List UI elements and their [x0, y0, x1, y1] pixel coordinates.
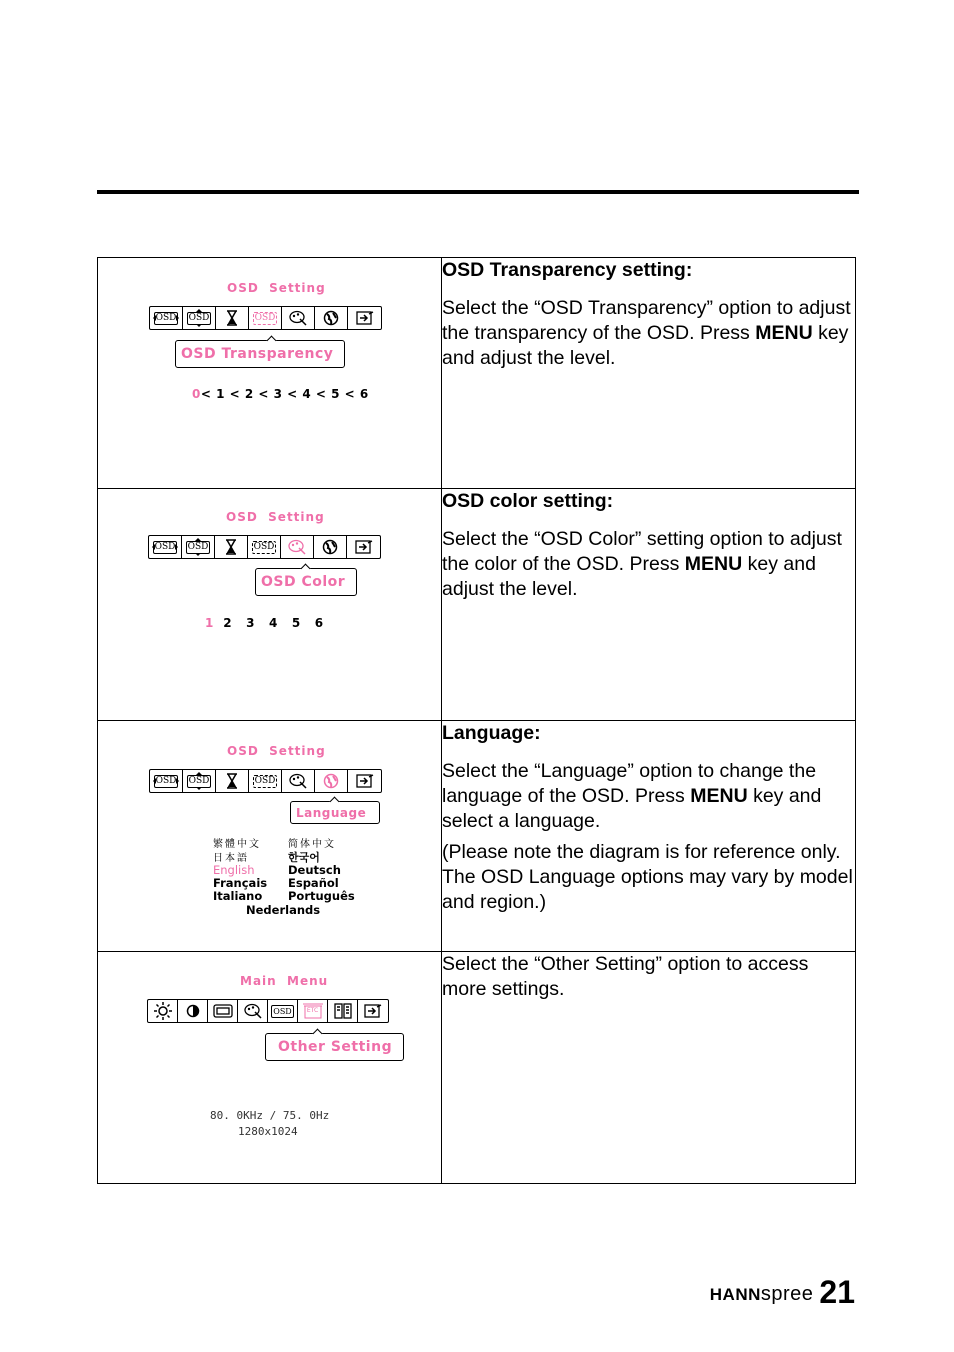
language-option-selected: English	[213, 863, 255, 877]
hourglass-icon	[216, 307, 249, 329]
language-option: 日本語	[213, 853, 249, 864]
figure-osd-color	[98, 489, 442, 721]
language-option: Español	[288, 876, 339, 890]
description-language	[442, 721, 856, 952]
osd-icon-bar	[149, 769, 382, 793]
contrast-icon	[178, 1000, 208, 1022]
osd-settings-icon: OSD	[268, 1000, 298, 1022]
section-note: (Please note the diagram is for reference only. The OSD Language options may vary by model and region.)	[442, 841, 853, 913]
description-osd-color	[442, 489, 856, 721]
section-text: Select the “Other Setting” option to access more settings.	[442, 953, 809, 1000]
selected-option-label: OSD Transparency	[175, 340, 345, 368]
exit-icon	[358, 1000, 388, 1022]
osd-transparency-icon: OSD	[249, 307, 282, 329]
section-text: Select the “OSD Color” setting option to adjust the color of the OSD. Press MENU key and adjust the level.	[442, 528, 842, 600]
language-option: Nederlands	[246, 903, 321, 917]
palette-icon	[282, 307, 315, 329]
osd-icon-bar	[148, 535, 381, 559]
globe-icon	[315, 770, 348, 792]
osd-transparency-icon: OSD	[249, 770, 282, 792]
header-rule	[97, 190, 859, 194]
palette-icon	[281, 536, 314, 558]
frequency-readout: 80. 0KHz / 75. 0Hz	[210, 1109, 330, 1122]
osd-position-icon: OSD	[150, 307, 183, 329]
image-icon	[208, 1000, 238, 1022]
brand-logo: HANNspree	[709, 1283, 814, 1305]
menu-title: OSD Setting	[226, 510, 325, 524]
language-option: 繁體中文	[213, 839, 261, 850]
globe-icon	[315, 307, 348, 329]
section-text: Select the “Language” option to change the language of the OSD. Press MENU key and select a language.	[442, 760, 822, 832]
menu-title: OSD Setting	[227, 744, 326, 758]
figure-language	[98, 721, 442, 952]
section-heading: OSD color setting:	[442, 490, 614, 512]
exit-icon	[347, 536, 380, 558]
selected-option-label: Language	[290, 801, 380, 824]
figure-osd-transparency	[98, 258, 442, 489]
selected-option-label: Other Setting	[265, 1033, 404, 1061]
table-row	[98, 489, 856, 721]
exit-icon	[348, 770, 381, 792]
osd-position-icon: OSD	[150, 770, 183, 792]
language-option: 한국어	[288, 851, 320, 864]
main-menu-icon-bar	[147, 999, 389, 1023]
hourglass-icon	[216, 770, 249, 792]
language-option: Français	[213, 876, 268, 890]
input-source-icon	[328, 1000, 358, 1022]
table-row	[98, 952, 856, 1184]
osd-icon-bar	[149, 306, 382, 330]
osd-vposition-icon: OSD	[183, 307, 216, 329]
osd-position-icon: OSD	[149, 536, 182, 558]
settings-table	[97, 257, 856, 1184]
osd-transparency-icon: OSD	[248, 536, 281, 558]
osd-vposition-icon: OSD	[183, 770, 216, 792]
globe-icon	[314, 536, 347, 558]
language-option: 简体中文	[288, 839, 336, 850]
other-setting-icon: ETC	[298, 1000, 328, 1022]
menu-title: Main Menu	[240, 974, 329, 988]
selected-option-label: OSD Color	[255, 568, 357, 596]
description-osd-transparency	[442, 258, 856, 489]
page-number: 21	[819, 1274, 855, 1310]
language-option: Italiano	[213, 889, 263, 903]
table-row	[98, 721, 856, 952]
section-heading: OSD Transparency setting:	[442, 259, 693, 281]
table-row	[98, 258, 856, 489]
palette-icon	[282, 770, 315, 792]
brightness-icon	[148, 1000, 178, 1022]
section-text: Select the “OSD Transparency” option to adjust the transparency of the OSD. Press MENU key and adjust the level.	[442, 297, 851, 369]
language-option: Deutsch	[288, 863, 341, 877]
page-footer	[710, 1276, 855, 1308]
hourglass-icon	[215, 536, 248, 558]
exit-icon	[348, 307, 381, 329]
resolution-readout: 1280x1024	[238, 1125, 298, 1138]
language-option: Português	[288, 889, 355, 903]
color-levels: 1 2 3 4 5 6	[205, 616, 324, 630]
osd-vposition-icon: OSD	[182, 536, 215, 558]
figure-other-setting	[98, 952, 442, 1184]
description-other-setting	[442, 952, 856, 1184]
palette-icon	[238, 1000, 268, 1022]
transparency-levels: 0< 1 < 2 < 3 < 4 < 5 < 6	[192, 387, 369, 401]
section-heading: Language:	[442, 722, 541, 744]
menu-title: OSD Setting	[227, 281, 326, 295]
